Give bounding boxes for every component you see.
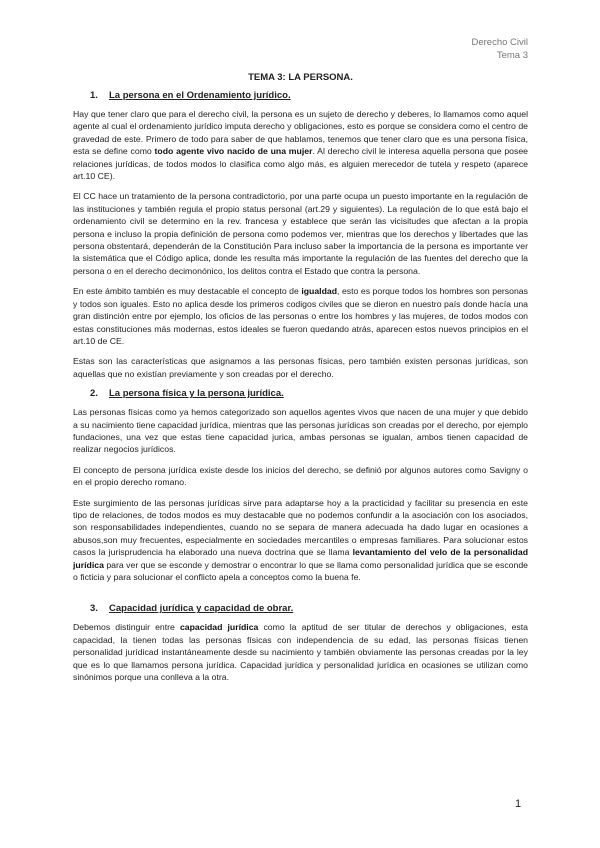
document-body	[73, 72, 528, 691]
section-3-heading	[90, 603, 528, 615]
section-number: 3.	[90, 603, 98, 615]
section-title: La persona física y la persona jurídica.	[109, 388, 284, 400]
header-subject: Derecho Civil	[471, 37, 528, 48]
page-header	[472, 36, 529, 62]
section-title: La persona en el Ordenamiento jurídico.	[109, 90, 291, 101]
paragraph: El CC hace un tratamiento de la persona contradictorio, por una parte ocupa un puesto importante en la regulación de las instituciones y también regula el propio status personal (art.29 y siguientes). La regulación de lo que está bajo el ordenamiento civil se determino en la rev. francesa y establece que serán las vicisitudes que afectan a la propia persona e incluso la propia definición de persona como podemos ver, mientras que los derechos y libertades que las persona obstentará, dependerán de la Constitución Para incluso saber la importancia de la persona es importante ver la sistemática que el Código aplica, donde les resulta más importante la regulación de las fuentes del derecho que la persona o en el derecho decimonónico, los delitos contra el Estado que contra la persona.	[73, 191, 528, 276]
paragraph: Hay que tener claro que para el derecho civil, la persona es un sujeto de derecho y deberes, lo llamamos como aquel agente al cual el ordenamiento jurídico imputa derecho y obligaciones, esto es porque se considera como el centro de gravedad de este. Primero de todo para saber de que hablamos, tenemos que tener claro que es una persona física, esta se define como todo agente vivo nacido de una mujer. Al derecho civil le interesa aquella persona que posee relaciones jurídicas, de todos modos lo clasifica como algo más, es alguien merecedor de tutela y respeto (aparece art.10 CE).	[73, 109, 529, 182]
paragraph: Estas son las características que asignamos a las personas físicas, pero también existen personas jurídicas, son aquellas que no existían previamente y son creadas por el derecho.	[73, 356, 528, 379]
document-title: TEMA 3: LA PERSONA.	[248, 72, 353, 83]
paragraph: Las personas físicas como ya hemos categorizado son aquellos agentes vivos que nacen de una mujer y que debido a su nacimiento tiene capacidad jurídica, mientras que las personas jurídicas son creadas por el derecho, por ejemplo fundaciones, una vez que estas tiene capacidad jurica, ambas personas se igualan, ambos tienen capacidad de realizar negocios jurídicos.	[73, 407, 528, 455]
header-topic: Tema 3	[496, 50, 528, 61]
page-number: 1	[515, 798, 522, 810]
section-number: 2.	[90, 388, 98, 400]
paragraph: En este ámbito también es muy destacable el concepto de igualdad, esto es porque todos los hombres son personas y todos son iguales. Esto no aplica desde los primeros codigos civiles que se dieron en nuestro país donde hacía una gran distinción entre por ejemplo, los oficios de las personas o entre los hombres y las mujeres, de todos modos con estas constituciones más modernas, estos ideales se fueron quedando atrás, aparecen estos nuevos principios en el art.10 de CE.	[73, 286, 528, 346]
section-title: Capacidad jurídica y capacidad de obrar.	[109, 603, 294, 615]
paragraph: Debemos distinguir entre capacidad jurídica como la aptitud de ser titular de derechos y obligaciones, esta capacidad, la tienen todas las personas físicas con independencia de su edad, las personas físicas tienen personalidad jurídicad instantáneamente desde su nacimiento y también obviamente las personas creadas por la ley que es lo que llamamos persona jurídica. Capacidad jurídica y personalidad jurídica en ocasiones se utilizan como sinónimos porque una conlleva a la otra.	[73, 622, 528, 683]
paragraph: Este surgimiento de las personas jurídicas sirve para adaptarse hoy a la practicidad y facilitar su presencia en este tipo de relaciones, de todos modos es muy destacable que no podemos confundir a la asociación con los asociados, son responsabilidades independientes, cuando no se separa de manera adecuada ha dado lugar en ocasiones a abusos,son muy frecuentes, especialmente en sociedades mercantiles o empresas familiares. Para solucionar estos casos la jurisprudencia ha elaborado una nueva doctrina que se llama levantamiento del velo de la personalidad jurídica para ver que se esconde y demostrar o encontrar lo que se llama como personalidad jurídica que se esconde o ficticia y para solucionar el conflicto apela a conceptos como la buena fe.	[73, 497, 529, 582]
bold-term: levantamiento del velo de la personalidad jurídica	[73, 547, 529, 570]
section-number: 1.	[90, 90, 98, 101]
bold-term: todo agente vivo nacido de una mujer	[154, 146, 313, 157]
bold-term: igualdad	[301, 286, 338, 297]
section-1-heading	[90, 90, 528, 102]
paragraph: El concepto de persona jurídica existe desde los inicios del derecho, se definió por algunos autores como Savigny o en el propio derecho romano.	[73, 464, 528, 488]
section-2-heading	[90, 388, 528, 400]
bold-term: capacidad jurídica	[179, 622, 259, 633]
